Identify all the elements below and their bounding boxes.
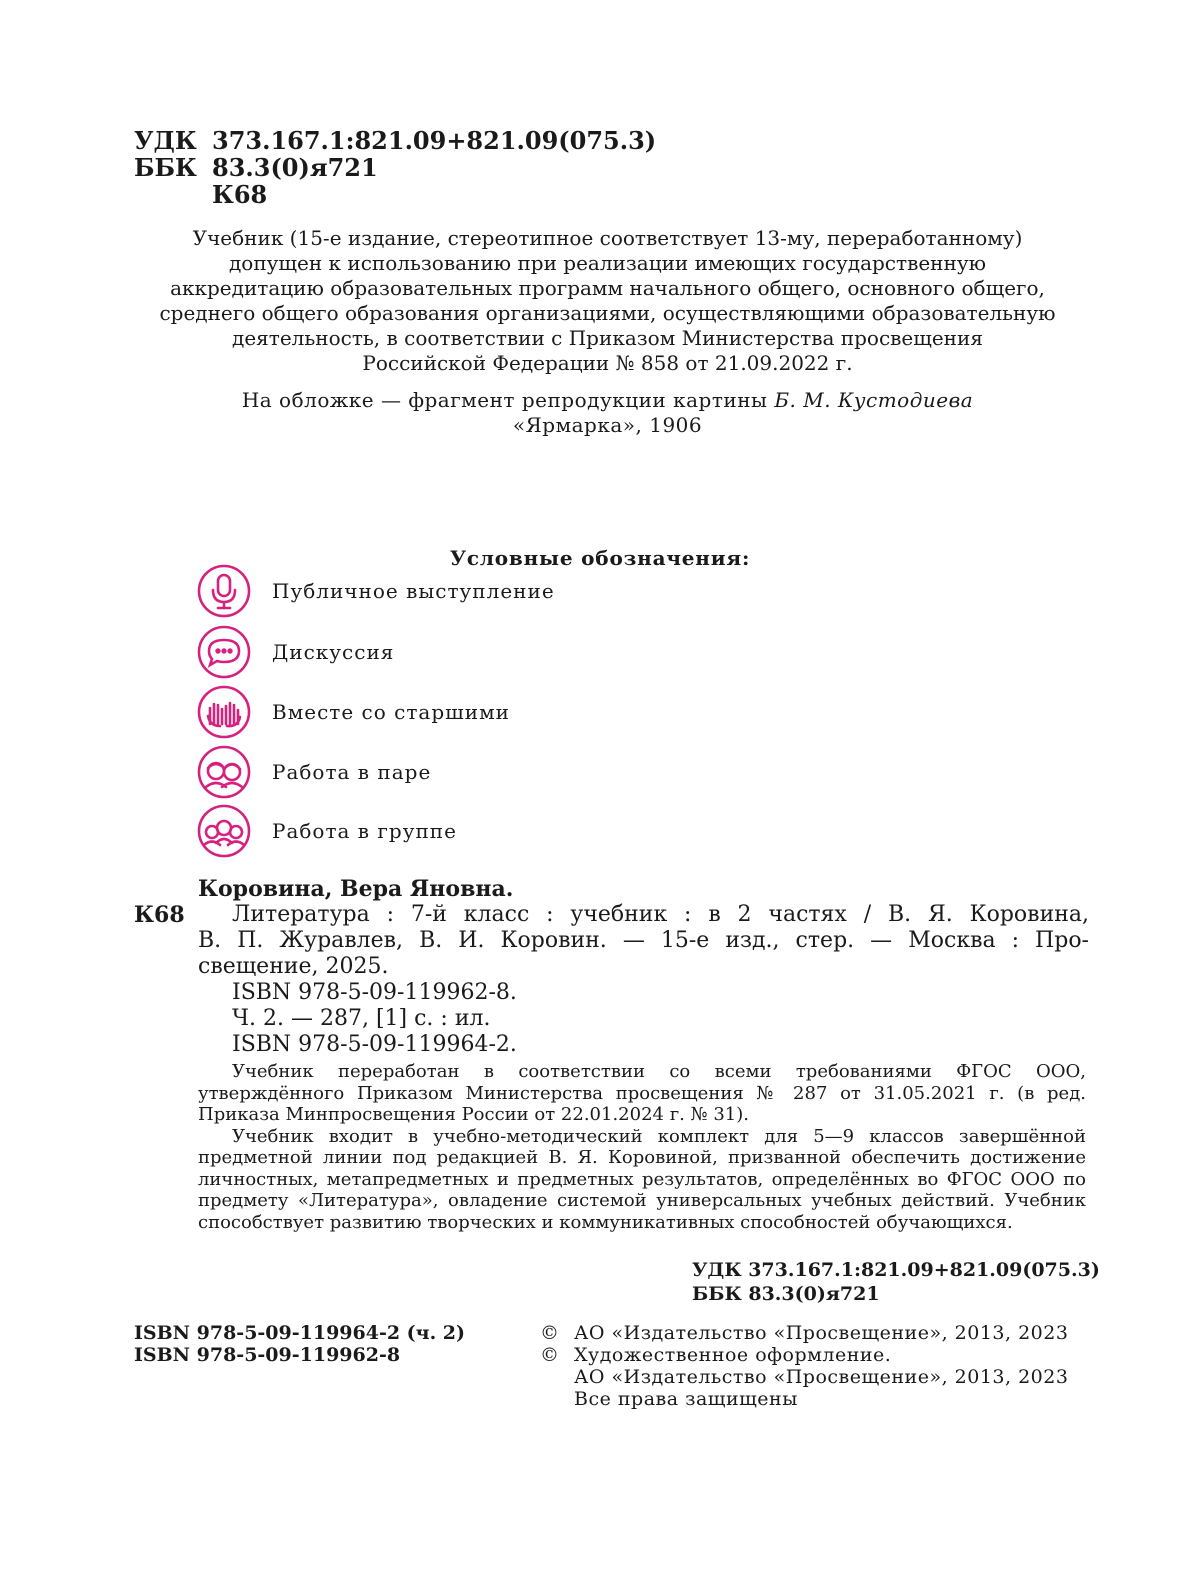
legend-label: Публичное выступление (272, 579, 555, 603)
group-faces-icon (196, 803, 252, 859)
biblio-line: В. П. Журавлев, В. И. Коровин. — 15-е изд., стер. — Москва : Про- (198, 928, 1089, 953)
author-sign: К68 (212, 180, 268, 209)
isbn-set: ISBN 978-5-09-119962-8. (232, 980, 517, 1005)
bbk-label: ББК (134, 153, 197, 182)
isbn-list (134, 1322, 465, 1366)
legend-label: Работа в паре (272, 760, 432, 784)
approval-line: Российской Федерации № 858 от 21.09.2022 г. (362, 351, 853, 375)
rights-reserved: Все права защищены (574, 1388, 798, 1410)
bottom-bbk: ББК 83.3(0)я721 (692, 1283, 880, 1305)
legend-title: Условные обозначения: (449, 546, 751, 570)
udk-label: УДК (134, 126, 197, 155)
cover-painting: «Ярмарка», 1906 (512, 413, 703, 437)
cover-prefix: На обложке — фрагмент репродукции картины (241, 388, 768, 412)
legend-label: Работа в группе (272, 819, 457, 843)
biblio-line: Литература : 7-й класс : учебник : в 2 частях / В. Я. Коровина, (232, 902, 1089, 927)
hands-icon (196, 684, 252, 740)
copyright-symbol: © (540, 1344, 560, 1366)
legend-item-discussion (196, 624, 394, 680)
isbn-part: ISBN 978-5-09-119964-2. (232, 1032, 517, 1057)
bibliographic-record (134, 876, 1089, 1058)
copyright-symbol: © (540, 1322, 560, 1344)
approval-line: Учебник (15-е издание, стереотипное соответствует 13-му, переработанному) (192, 226, 1023, 250)
isbn-entry: ISBN 978-5-09-119964-2 (ч. 2) (134, 1322, 466, 1344)
approval-line: допущен к использованию при реализации имеющих государственную (228, 251, 987, 275)
copyright-line: Художественное оформление. (574, 1344, 892, 1366)
catalog-sign: К68 (134, 902, 185, 928)
approval-line: деятельность, в соответствии с Приказом Министерства просвещения (232, 326, 983, 350)
isbn-entry: ISBN 978-5-09-119962-8 (134, 1344, 401, 1366)
legend-item-public-speech (196, 563, 555, 619)
approval-line: аккредитацию образовательных программ начального общего, основного общего, (170, 276, 1045, 300)
pair-faces-icon (196, 744, 252, 800)
bottom-udk: УДК 373.167.1:821.09+821.09(075.3) (692, 1259, 1100, 1281)
approval-statement (130, 226, 1085, 376)
biblio-line: свещение, 2025. (198, 954, 389, 979)
copyright-line: АО «Издательство «Просвещение», 2013, 2023 (574, 1322, 1069, 1344)
cover-artist: Б. М. Кустодиева (774, 388, 974, 412)
approval-line: среднего общего образования организациями, осуществляющими образовательную (159, 301, 1056, 325)
cover-note (130, 388, 1085, 438)
bottom-classification-codes (692, 1258, 1100, 1306)
legend-item-with-elders (196, 684, 510, 740)
annotation-paragraph: Учебник переработан в соответствии со всеми требованиями ФГОС ООО, утверждённого Приказом Министерства просвещения № 287 от 31.05.2021 г. (в ред. Приказа Минпросвещения России от 22.01.2024 г. № 31). (198, 1061, 1086, 1125)
bbk-value: 83.3(0)я721 (212, 153, 378, 182)
legend-item-group-work (196, 803, 457, 859)
legend-item-pair-work (196, 744, 431, 800)
annotation-paragraph: Учебник входит в учебно-методический комплект для 5—9 классов завершённой предметной линии под редакцией В. Я. Коровиной, призванной обеспечить достижение личностных, метапредметных и предметных результатов, определённых во ФГОС ООО по предмету «Литература», овладение системой универсальных учебных действий. Учебник способствует развитию творческих и коммуникативных способностей обучающихся. (198, 1125, 1086, 1233)
udk-value: 373.167.1:821.09+821.09(075.3) (212, 126, 657, 155)
top-classification-codes (134, 127, 656, 208)
legend-label: Вместе со старшими (272, 700, 510, 724)
copyright-line: АО «Издательство «Просвещение», 2013, 2023 (574, 1366, 1069, 1388)
copyright-block (540, 1322, 1068, 1410)
annotation (198, 1061, 1086, 1233)
part-info: Ч. 2. — 287, [1] с. : ил. (232, 1006, 491, 1031)
author-name: Коровина, Вера Яновна. (198, 876, 514, 902)
microphone-icon (196, 563, 252, 619)
speech-bubble-icon (196, 624, 252, 680)
legend-label: Дискуссия (272, 640, 395, 664)
